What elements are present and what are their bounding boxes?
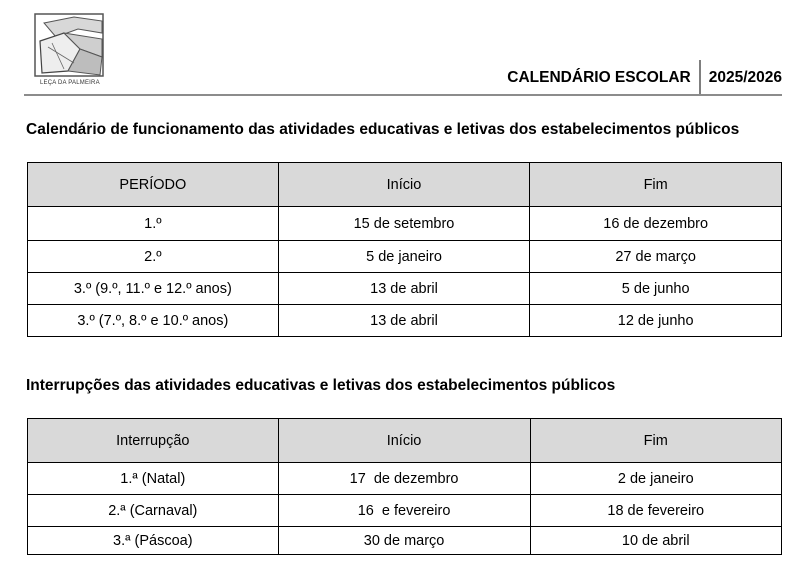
column-header: Fim xyxy=(530,163,782,207)
column-header: Início xyxy=(278,163,530,207)
period-end: 16 de dezembro xyxy=(530,207,782,241)
interruptions-table xyxy=(27,418,782,555)
column-header: PERÍODO xyxy=(28,163,279,207)
table-header-row xyxy=(28,163,782,207)
period-name: 1.º xyxy=(28,207,279,241)
period-start: 13 de abril xyxy=(278,305,530,337)
period-start: 15 de setembro xyxy=(278,207,530,241)
table-header-row xyxy=(28,419,782,463)
period-name: 3.º (7.º, 8.º e 10.º anos) xyxy=(28,305,279,337)
interruption-end: 18 de fevereiro xyxy=(530,495,782,527)
school-year: 2025/2026 xyxy=(699,60,782,96)
period-end: 12 de junho xyxy=(530,305,782,337)
header-divider xyxy=(24,94,782,96)
column-header: Início xyxy=(278,419,530,463)
table-row xyxy=(28,241,782,273)
period-end: 5 de junho xyxy=(530,273,782,305)
table-row xyxy=(28,527,782,555)
interruption-start: 30 de março xyxy=(278,527,530,555)
periods-table xyxy=(27,162,782,337)
period-name: 3.º (9.º, 11.º e 12.º anos) xyxy=(28,273,279,305)
interruption-start: 16 e fevereiro xyxy=(278,495,530,527)
interruption-end: 2 de janeiro xyxy=(530,463,782,495)
period-end: 27 de março xyxy=(530,241,782,273)
period-start: 5 de janeiro xyxy=(278,241,530,273)
school-logo-mark xyxy=(34,13,114,89)
table-row xyxy=(28,273,782,305)
interruption-name: 1.ª (Natal) xyxy=(28,463,279,495)
interruption-name: 3.ª (Páscoa) xyxy=(28,527,279,555)
periods-section-title: Calendário de funcionamento das atividades educativas e letivas dos estabelecimentos públicos xyxy=(26,121,740,138)
table-row xyxy=(28,463,782,495)
interruption-end: 10 de abril xyxy=(530,527,782,555)
period-name: 2.º xyxy=(28,241,279,273)
document-title: CALENDÁRIO ESCOLAR xyxy=(507,69,691,86)
interruption-name: 2.ª (Carnaval) xyxy=(28,495,279,527)
table-row xyxy=(28,305,782,337)
column-header: Interrupção xyxy=(28,419,279,463)
interruption-start: 17 de dezembro xyxy=(278,463,530,495)
table-row xyxy=(28,495,782,527)
interruptions-section-title: Interrupções das atividades educativas e letivas dos estabelecimentos públicos xyxy=(26,377,616,394)
school-location: LEÇA DA PALMEIRA xyxy=(40,80,100,86)
table-row xyxy=(28,207,782,241)
period-start: 13 de abril xyxy=(278,273,530,305)
document-header xyxy=(507,60,782,96)
column-header: Fim xyxy=(530,419,782,463)
